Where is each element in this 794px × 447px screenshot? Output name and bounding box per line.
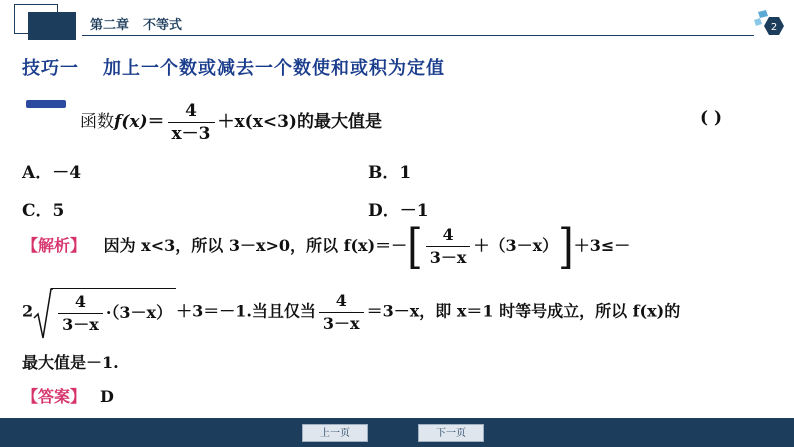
page-number-badge-icon — [752, 8, 786, 42]
next-page-button[interactable]: 下一页 — [418, 424, 484, 442]
solution-text-2b: ＋3＝－1.当且仅当 — [176, 301, 316, 321]
solution-text-2c: ＝3－x，即 x＝1 时等号成立，所以 f(x)的 — [366, 301, 681, 321]
solution-line-1 — [22, 218, 631, 275]
skill-description: 加上一个数或减去一个数使和或积为定值 — [103, 58, 445, 79]
answer-line — [22, 384, 114, 407]
question-tail: ＋x(x<3)的最大值是 — [217, 112, 382, 132]
question-prefix: 函数 — [80, 112, 114, 132]
page-number: 2 — [770, 22, 778, 33]
fraction-denominator: x－3 — [171, 124, 211, 144]
skill-label: 技巧一 — [22, 58, 79, 79]
option-d: D．－1 — [368, 201, 429, 221]
header-divider — [82, 35, 754, 36]
solution-line-3: 最大值是－1. — [22, 353, 119, 372]
sqrt-symbol-icon — [33, 288, 53, 340]
option-c: C．5 — [22, 201, 65, 221]
solution-line-2 — [22, 288, 680, 338]
right-bracket: ] — [558, 218, 574, 275]
sqrt-fraction: $\frac{4}{3-x}$ — [58, 291, 103, 336]
solution-tag: 【解析】 — [22, 236, 87, 255]
question-fraction — [168, 100, 215, 145]
solution-fraction-2: $\frac{4}{3-x}$ — [319, 290, 364, 335]
option-a: A．－4 — [22, 163, 82, 183]
solution-text-1a: 因为 x<3，所以 3－x>0，所以 f(x)＝－ — [103, 236, 408, 255]
solution-text-1b: ＋（3－x） — [473, 236, 559, 255]
fraction-numerator: 4 — [168, 100, 215, 123]
solution-fraction-1: $\frac{4}{3-x}$ — [426, 224, 471, 269]
solution-text-2a: 2 — [22, 301, 34, 321]
answer-tag: 【答案】 — [22, 387, 87, 406]
skill-title — [22, 54, 445, 80]
answer-value: D — [100, 387, 114, 406]
sqrt-tail: ·（3－x） — [105, 303, 173, 322]
answer-blank: ( ) — [700, 108, 723, 128]
question-text — [80, 100, 382, 150]
option-b: B．1 — [368, 163, 412, 183]
solution-text-1c: ＋3≤－ — [573, 236, 631, 255]
chapter-title: 不等式 — [143, 18, 183, 33]
question-eq: ＝ — [147, 112, 165, 132]
example-tag-bar — [26, 100, 66, 108]
chapter-heading — [90, 14, 196, 33]
footer-bar — [0, 418, 794, 447]
left-bracket: [ — [407, 218, 423, 275]
sqrt-expression — [33, 288, 176, 336]
header-decor-fill — [28, 12, 76, 40]
question-fx: f(x) — [114, 112, 148, 132]
prev-page-button[interactable]: 上一页 — [302, 424, 368, 442]
chapter-number: 第二章 — [90, 18, 130, 33]
